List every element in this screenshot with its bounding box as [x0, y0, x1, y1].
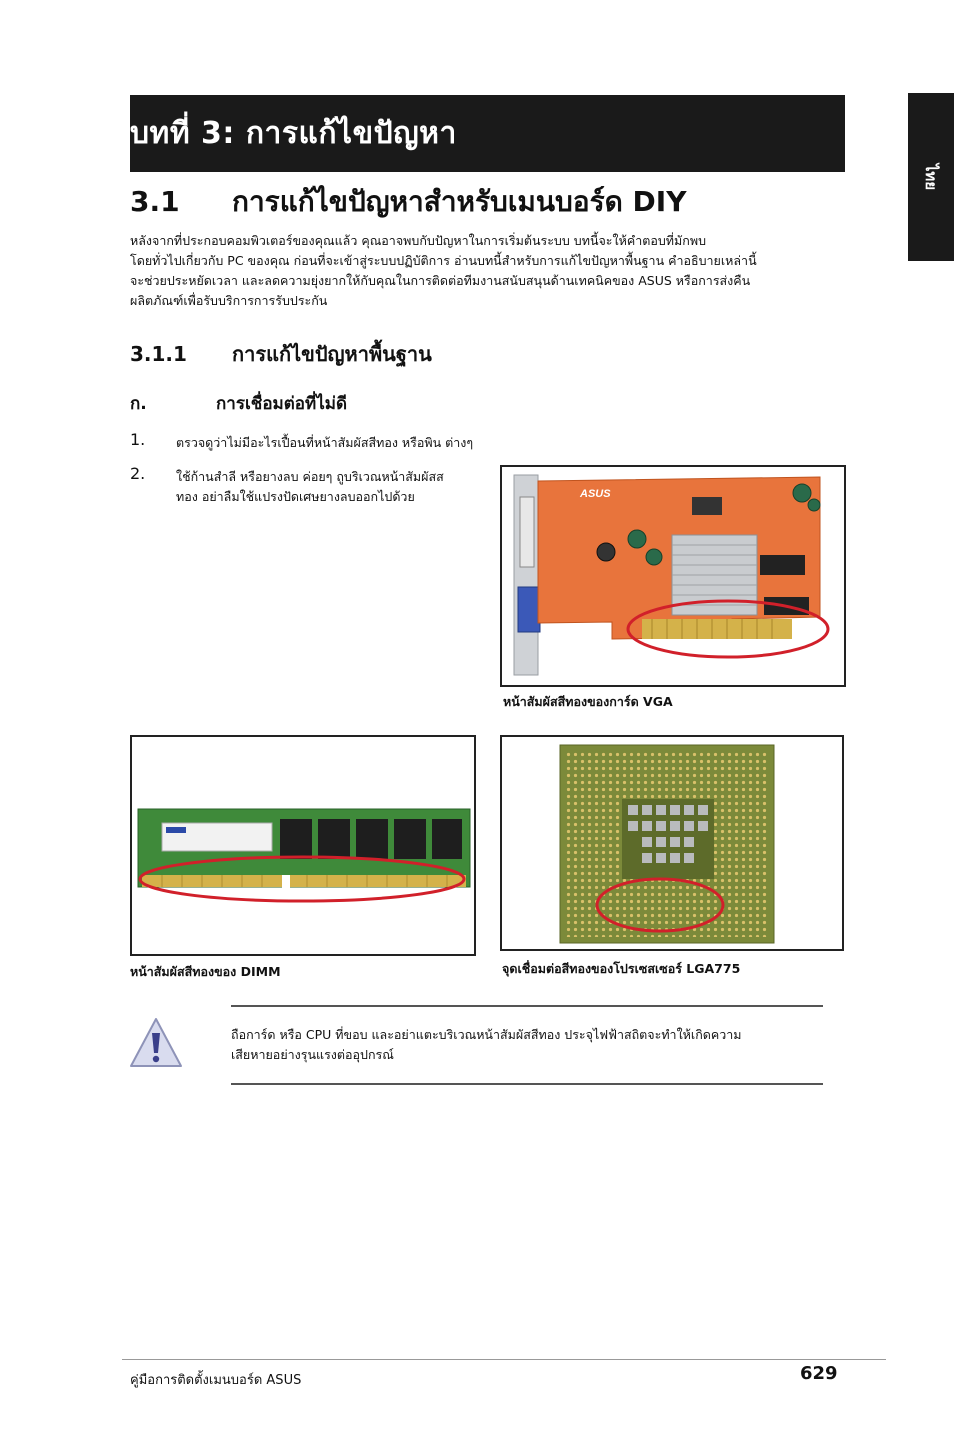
intro-paragraph: [130, 231, 830, 311]
intro-line: โดยทั่วไปเกี่ยวกับ PC ของคุณ ก่อนที่จะเข้าสู่ระบบปฏิบัติการ อ่านบทนี้สำหรับการแก้ไขปัญหาพื้นฐาน คำอธิบายเหล่านี้: [130, 253, 757, 268]
vga-caption: หน้าสัมผัสสีทองของการ์ด VGA: [503, 694, 673, 709]
subsection-number: 3.1.1: [130, 342, 187, 366]
page-number: 629: [800, 1363, 838, 1384]
footer-manual-title: คู่มือการติดตั้งเมนบอร์ด ASUS: [130, 1373, 302, 1388]
dimm-caption: หน้าสัมผัสสีทองของ DIMM: [130, 964, 281, 979]
warning-text: [231, 1025, 831, 1065]
warning-top-rule: [231, 1005, 823, 1007]
section-title: การแก้ไขปัญหาสำหรับเมนบอร์ด DIY: [232, 185, 687, 218]
chapter-banner: [130, 95, 845, 172]
vga-card-photo: [500, 465, 846, 687]
subsubsection-heading: [130, 390, 347, 417]
dimm-illustration: [132, 737, 474, 954]
vga-brand-text: ASUS: [580, 488, 611, 500]
warning-line: เสียหายอย่างรุนแรงต่ออุปกรณ์: [231, 1047, 394, 1062]
intro-line: หลังจากที่ประกอบคอมพิวเตอร์ของคุณแล้ว คุณอาจพบกับปัญหาในการเริ่มต้นระบบ บทนี้จะให้คำตอบที่มักพบ: [130, 233, 707, 248]
section-heading: [130, 180, 687, 224]
dimm-photo: [130, 735, 476, 956]
cpu-illustration: [502, 737, 842, 949]
step-number: 1.: [130, 430, 146, 449]
intro-line: จะช่วยประหยัดเวลา และลดความยุ่งยากให้กับคุณในการติดต่อทีมงานสนับสนุนด้านเทคนิคของ ASUS หรือการส่งคืน: [130, 273, 751, 288]
cpu-caption: จุดเชื่อมต่อสีทองของโปรเซสเซอร์ LGA775: [502, 961, 741, 976]
step-text-line: ใช้ก้านสำลี หรือยางลบ ค่อยๆ ถูบริเวณหน้าสัมผัสส: [176, 469, 444, 484]
subsection-title: การแก้ไขปัญหาพื้นฐาน: [232, 342, 432, 366]
chapter-title: บทที่ 3: การแก้ไขปัญหา: [130, 116, 457, 151]
step-number: 2.: [130, 464, 146, 483]
warning-line: ถือการ์ด หรือ CPU ที่ขอบ และอย่าแตะบริเวณหน้าสัมผัสสีทอง ประจุไฟฟ้าสถิตจะทำให้เกิดความ: [231, 1027, 742, 1042]
footer-rule: [122, 1359, 886, 1360]
language-tab-label: ไทย: [922, 163, 940, 191]
step-text-line: ทอง อย่าลืมใช้แปรงปัดเศษยางลบออกไปด้วย: [176, 489, 415, 504]
warning-icon: [128, 1015, 184, 1071]
intro-line: ผลิตภัณฑ์เพื่อรับบริการการรับประกัน: [130, 293, 328, 308]
warning-bottom-rule: [231, 1083, 823, 1085]
subsubsection-letter: ก.: [130, 394, 147, 414]
language-side-tab: [908, 93, 954, 261]
section-number: 3.1: [130, 185, 180, 218]
vga-card-illustration: [502, 467, 844, 685]
subsection-heading: [130, 338, 432, 370]
step-text: ตรวจดูว่าไม่มีอะไรเปื้อนที่หน้าสัมผัสสีทอง หรือพิน ต่างๆ: [176, 435, 474, 450]
step-text: [176, 467, 496, 507]
subsubsection-title: การเชื่อมต่อที่ไม่ดี: [216, 394, 347, 414]
cpu-photo: [500, 735, 844, 951]
